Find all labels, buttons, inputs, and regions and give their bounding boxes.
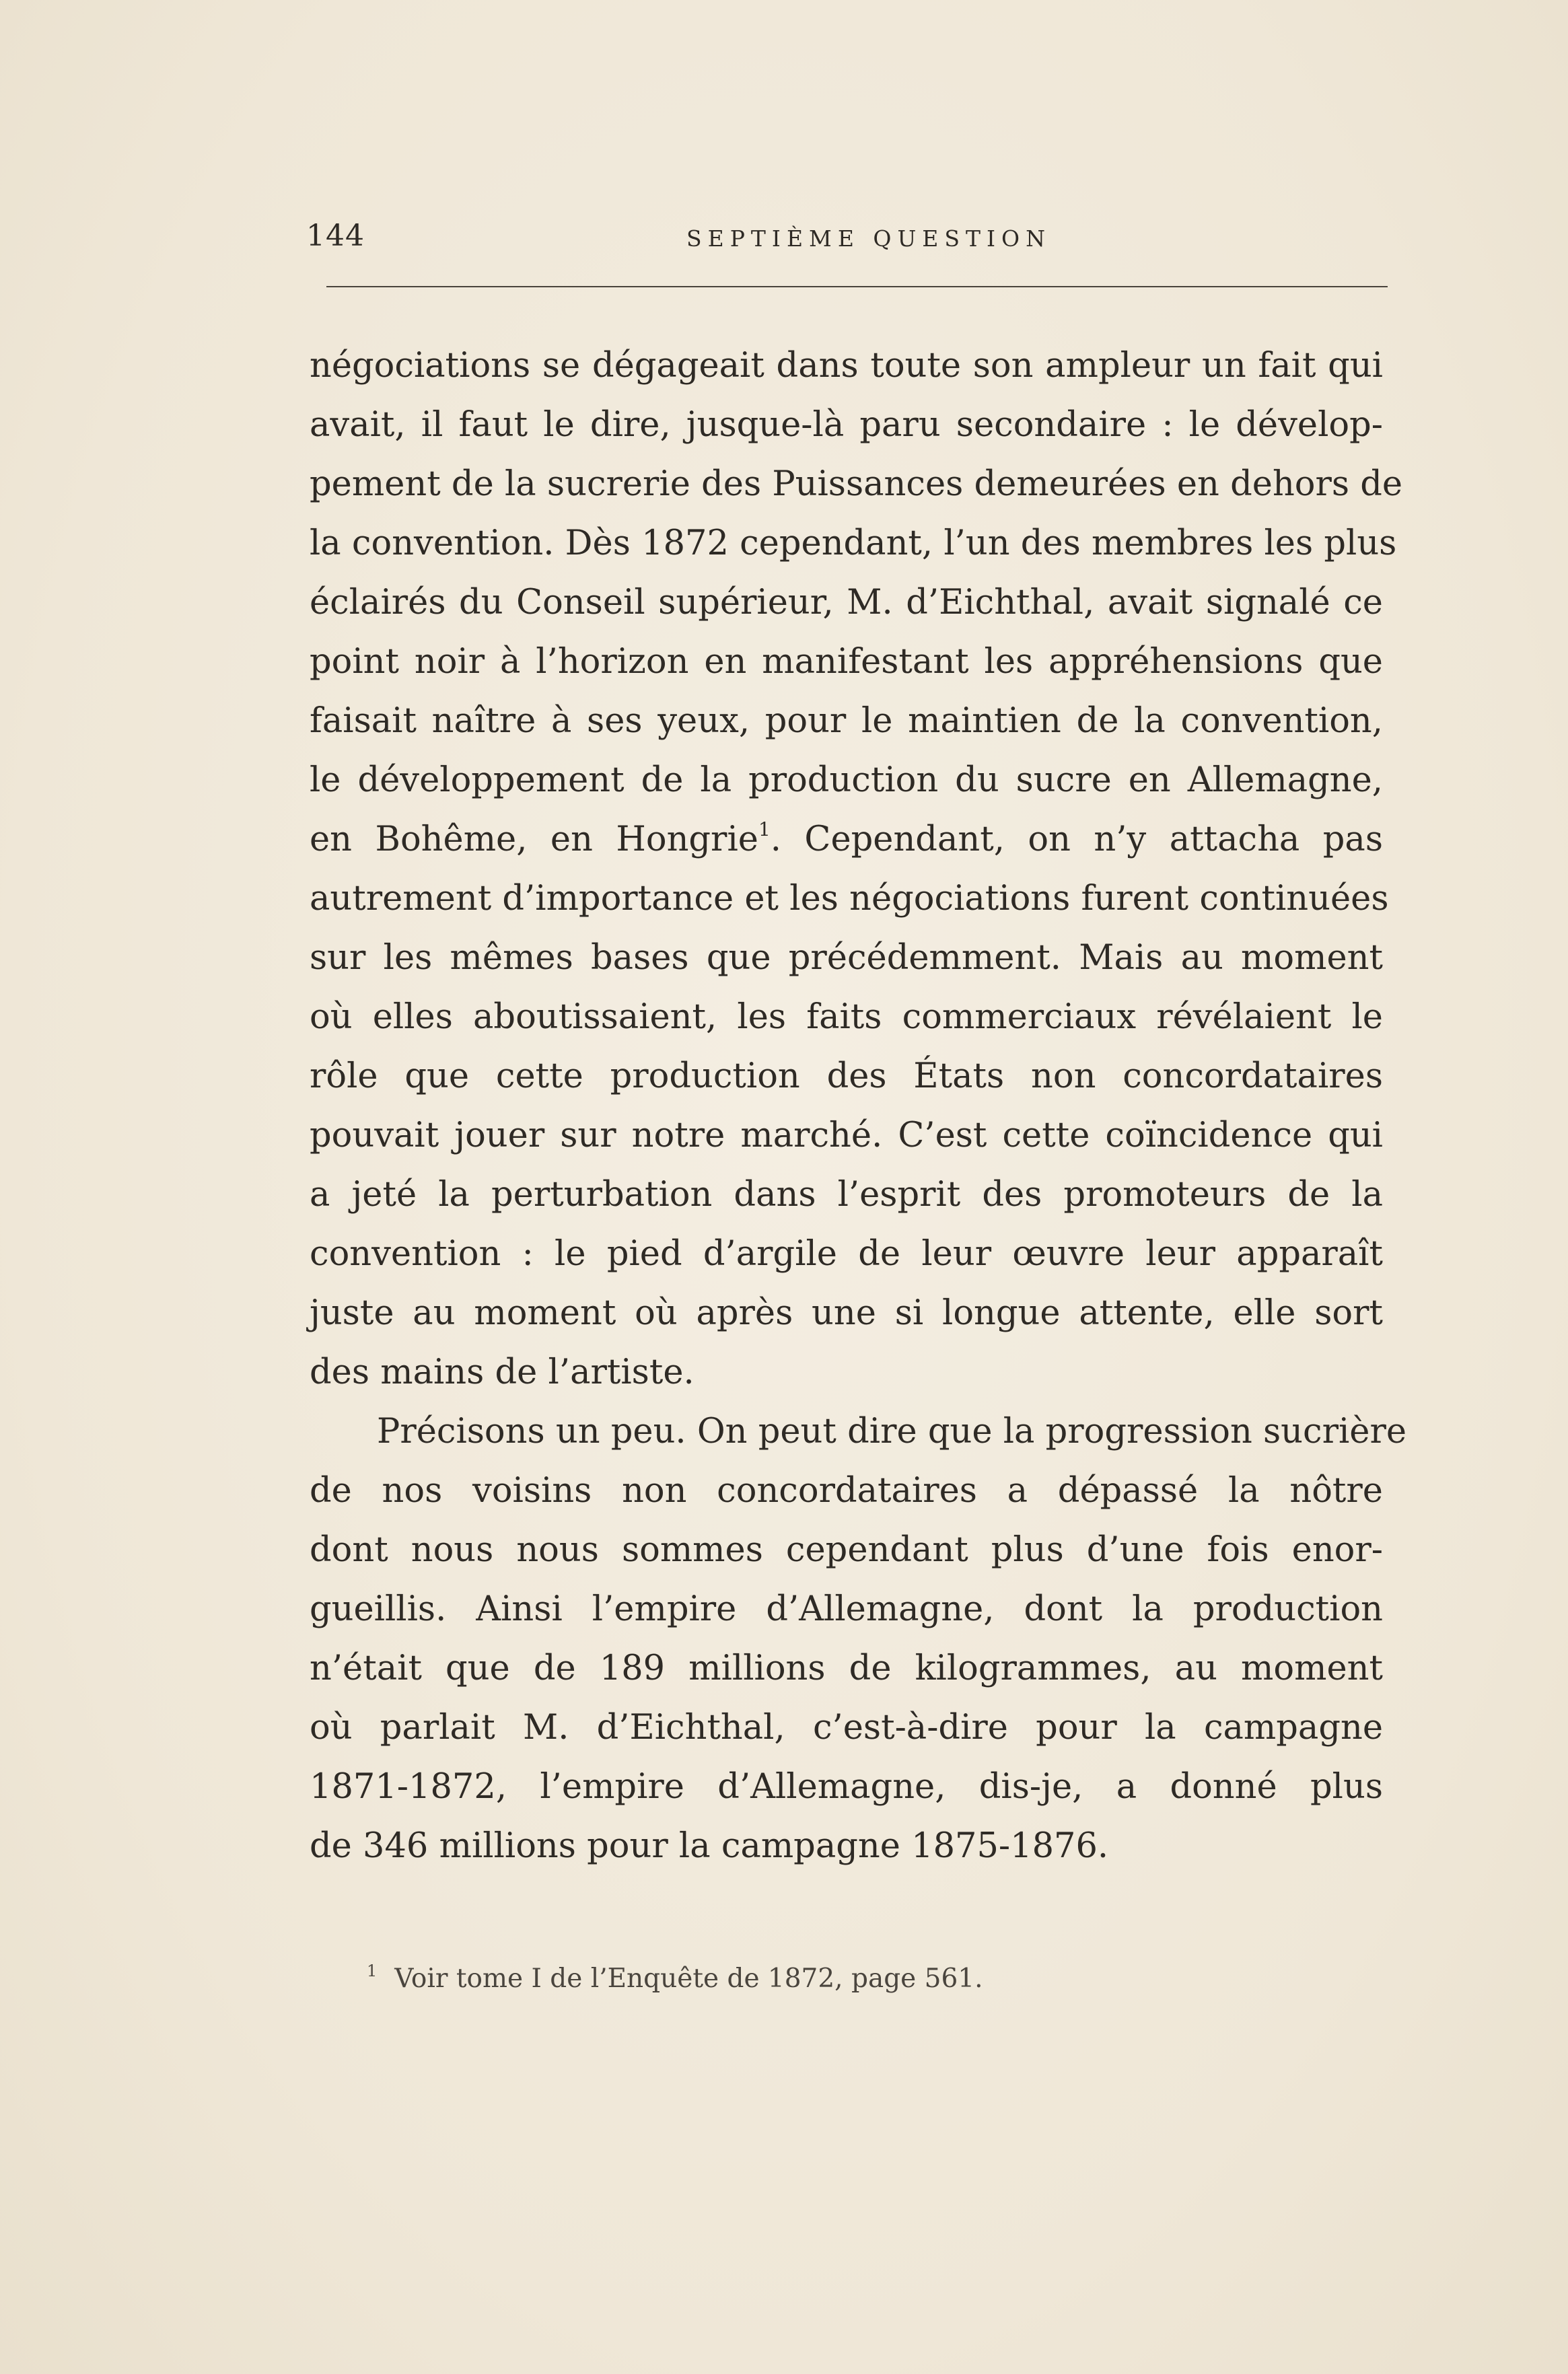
text-line: autrement d’importance et les négociations furent continuées bbox=[310, 879, 1389, 919]
text-line: de nos voisins non concordataires a dépassé la nôtre bbox=[310, 1471, 1383, 1511]
text-line: a jeté la perturbation dans l’esprit des promoteurs de la bbox=[310, 1175, 1383, 1215]
text-line: éclairés du Conseil supérieur, M. d’Eichthal, avait signalé ce bbox=[310, 583, 1383, 622]
footnote-text: Voir tome I de l’Enquête de 1872, page 561. bbox=[394, 1964, 983, 1994]
text-line: de 346 millions pour la campagne 1875-1876. bbox=[310, 1826, 1109, 1866]
body-text bbox=[310, 336, 1407, 1876]
text-line: la convention. Dès 1872 cependant, l’un des membres les plus bbox=[310, 524, 1397, 563]
text-line: faisait naître à ses yeux, pour le maintien de la convention, bbox=[310, 701, 1383, 741]
page-number: 144 bbox=[306, 219, 365, 253]
text-fragment: en Bohême, en Hongrie bbox=[310, 820, 758, 859]
text-line: où parlait M. d’Eichthal, c’est-à-dire pour la campagne bbox=[310, 1708, 1383, 1748]
footnote bbox=[367, 1962, 983, 1994]
text-line: Précisons un peu. On peut dire que la progression sucrière bbox=[377, 1412, 1407, 1451]
text-line: où elles aboutissaient, les faits commerciaux révélaient le bbox=[310, 997, 1383, 1037]
text-line: convention : le pied d’argile de leur œuvre leur apparaît bbox=[310, 1234, 1383, 1274]
text-line: juste au moment où après une si longue attente, elle sort bbox=[310, 1293, 1383, 1333]
text-line: pement de la sucrerie des Puissances demeurées en dehors de bbox=[310, 464, 1403, 504]
text-line: n’était que de 189 millions de kilogrammes, au moment bbox=[310, 1649, 1383, 1688]
text-line: sur les mêmes bases que précédemment. Mais au moment bbox=[310, 938, 1383, 978]
text-line: avait, il faut le dire, jusque-là paru secondaire : le dévelop- bbox=[310, 405, 1383, 445]
text-line: négociations se dégageait dans toute son ampleur un fait qui bbox=[310, 346, 1383, 386]
page-header bbox=[306, 219, 1383, 259]
text-line: dont nous nous sommes cependant plus d’une fois enor- bbox=[310, 1530, 1383, 1570]
text-fragment: . Cependant, on n’y attacha pas bbox=[770, 820, 1383, 859]
text-line: 1871-1872, l’empire d’Allemagne, dis-je, a donné plus bbox=[310, 1767, 1383, 1807]
text-line: pouvait jouer sur notre marché. C’est cette coïncidence qui bbox=[310, 1116, 1383, 1155]
running-head: SEPTIÈME QUESTION bbox=[686, 225, 1051, 252]
header-rule bbox=[326, 286, 1388, 287]
text-line-with-footnote bbox=[310, 810, 1383, 869]
text-line: point noir à l’horizon en manifestant les appréhensions que bbox=[310, 642, 1383, 682]
text-line: rôle que cette production des États non concordataires bbox=[310, 1056, 1383, 1096]
text-line: des mains de l’artiste. bbox=[310, 1353, 694, 1392]
text-line: gueillis. Ainsi l’empire d’Allemagne, dont la production bbox=[310, 1589, 1383, 1629]
footnote-mark: 1 bbox=[367, 1962, 378, 1980]
footnote-reference: 1 bbox=[758, 818, 771, 840]
text-line: le développement de la production du sucre en Allemagne, bbox=[310, 760, 1383, 800]
